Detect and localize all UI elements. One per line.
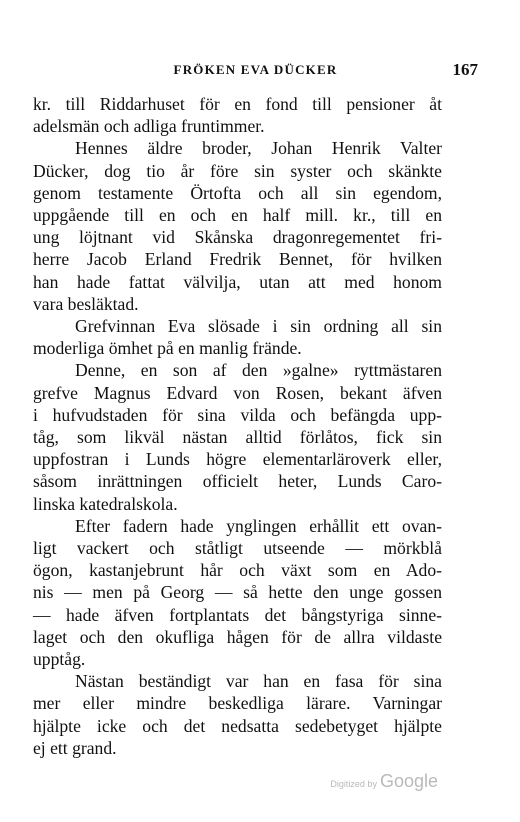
text-line: Dücker, dog tio år före sin syster och skänkte	[33, 160, 442, 181]
text-line: linska katedralskola.	[33, 493, 178, 514]
text-line: — hade äfven fortplantats det bångstyriga sinne-	[33, 604, 442, 625]
text-line: Efter fadern hade ynglingen erhållit ett ovan-	[75, 515, 442, 536]
body-text	[33, 93, 442, 759]
digitized-watermark	[330, 771, 438, 792]
text-line: Nästan beständigt var han en fasa för sina	[75, 671, 442, 692]
text-line: nis — men på Georg — så hette den unge gossen	[33, 582, 442, 603]
text-line: Hennes äldre broder, Johan Henrik Valter	[75, 138, 442, 159]
text-line: hjälpte icke och det nedsatta sedebetyget hjälpte	[33, 715, 442, 736]
text-line: moderliga ömhet på en manlig frände.	[33, 338, 302, 359]
text-line: Grefvinnan Eva slösade i sin ordning all sin	[75, 316, 442, 337]
watermark-prefix: Digitized by	[330, 779, 377, 789]
text-line: i hufvudstaden för sina vilda och befängda upp-	[33, 404, 442, 425]
text-line: adelsmän och adliga fruntimmer.	[33, 116, 265, 137]
text-line: genom testamente Örtofta och all sin egendom,	[33, 182, 442, 203]
text-line: laget och den okufliga hågen för de allra vildaste	[33, 626, 442, 647]
running-title: FRÖKEN EVA DÜCKER	[173, 62, 338, 77]
page-header	[33, 60, 478, 86]
text-line: grefve Magnus Edvard von Rosen, bekant äfven	[33, 382, 442, 403]
page-number: 167	[452, 60, 478, 79]
text-line: vara besläktad.	[33, 293, 139, 314]
text-line: ung löjtnant vid Skånska dragonregementet fri-	[33, 227, 442, 248]
text-line: mer eller mindre beskedliga lärare. Varningar	[33, 693, 442, 714]
watermark-brand: Google	[379, 771, 438, 791]
text-line: uppgående till en och en half mill. kr., till en	[33, 205, 442, 226]
text-line: upptåg.	[33, 649, 86, 670]
text-line: han hade fattat välvilja, utan att med honom	[33, 271, 442, 292]
text-line: ej ett grand.	[33, 737, 117, 758]
text-line: Denne, en son af den »galne» ryttmästaren	[75, 360, 442, 381]
text-line: kr. till Riddarhuset för en fond till pensioner åt	[33, 94, 442, 114]
text-line: uppfostran i Lunds högre elementarläroverk eller,	[33, 449, 442, 470]
text-line: ögon, kastanjebrunt hår och växt som en Ado-	[33, 560, 442, 581]
text-line: såsom inrättningen officielt heter, Lunds Caro-	[33, 471, 442, 492]
text-line: herre Jacob Erland Fredrik Bennet, för hvilken	[33, 249, 442, 270]
text-line: tåg, som likväl nästan alltid förlåtos, fick sin	[33, 427, 442, 448]
text-line: ligt vackert och ståtligt utseende — mörkblå	[33, 538, 442, 559]
